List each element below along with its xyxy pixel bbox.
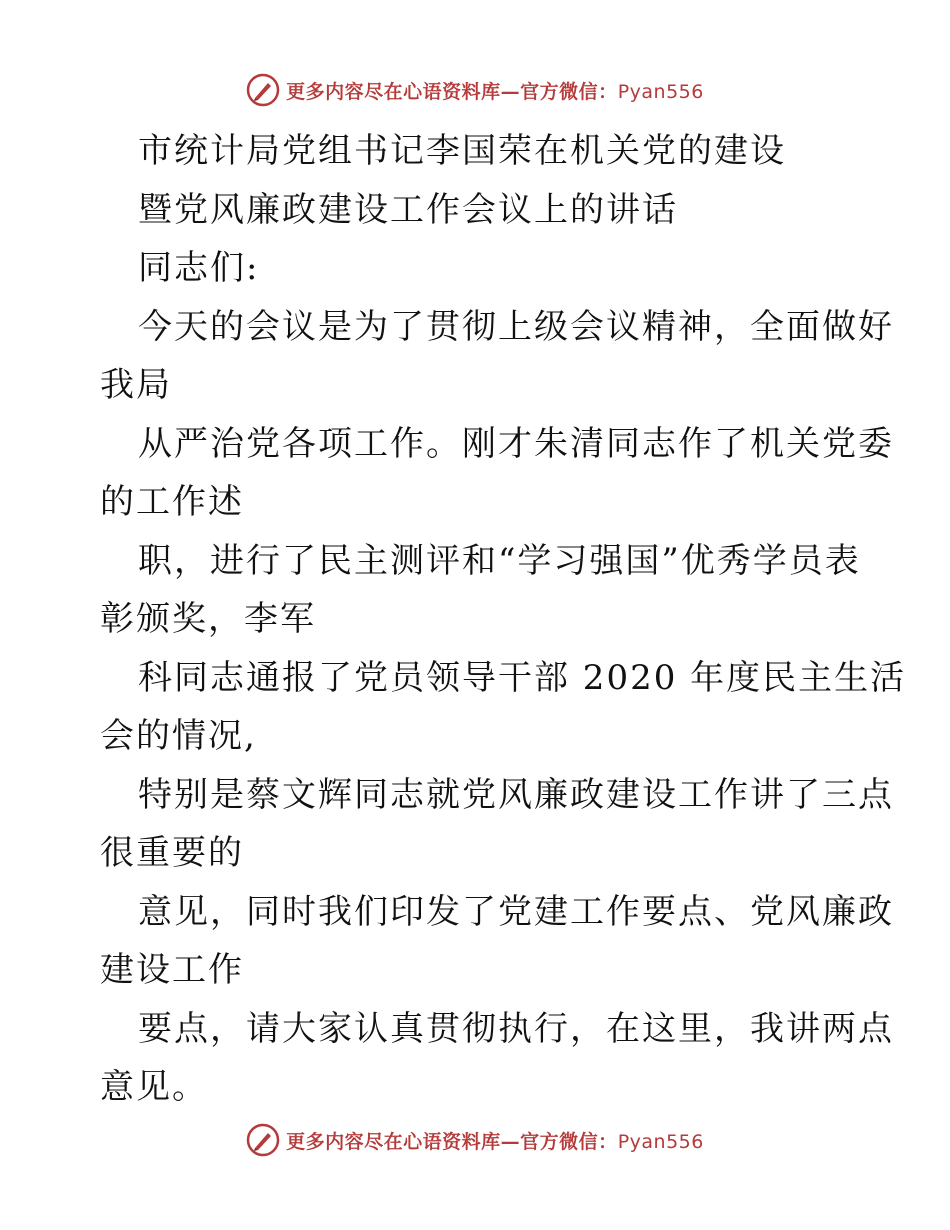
text-line: 从严治党各项工作。刚才朱清同志作了机关党委: [138, 423, 894, 464]
text-line: 同志们:: [138, 248, 260, 288]
text-line: 今天的会议是为了贯彻上级会议精神，全面做好: [138, 306, 894, 347]
document-body: [100, 122, 907, 1117]
header-banner: [0, 70, 950, 110]
text-line: 职，进行了民主测评和“学习强国”优秀学员表: [138, 540, 861, 581]
text-line: 会的情况,: [100, 716, 257, 756]
text-line: 特别是蔡文辉同志就党风廉政建设工作讲了三点: [138, 774, 894, 815]
text-line: 的工作述: [100, 482, 244, 522]
pen-logo-icon: [246, 1123, 280, 1157]
text-line: 意见，同时我们印发了党建工作要点、党风廉政: [138, 891, 894, 932]
text-line: 暨党风廉政建设工作会议上的讲话: [138, 189, 678, 230]
text-line: 意见。: [100, 1067, 208, 1107]
pen-logo-icon: [246, 73, 280, 107]
text-line: 建设工作: [100, 950, 244, 990]
text-line: 要点，请大家认真贯彻执行，在这里，我讲两点: [138, 1008, 894, 1049]
banner-text: 更多内容尽在心语资料库—官方微信：Pyan556: [286, 1130, 704, 1153]
text-line: 我局: [100, 365, 172, 405]
text-line: 科同志通报了党员领导干部 2020 年度民主生活: [138, 657, 907, 698]
text-line: 市统计局党组书记李国荣在机关党的建设: [138, 131, 786, 171]
footer-banner: [0, 1120, 950, 1160]
text-line: 很重要的: [100, 833, 244, 873]
text-line: 彰颁奖，李军: [100, 599, 316, 639]
banner-text: 更多内容尽在心语资料库—官方微信：Pyan556: [286, 80, 704, 103]
